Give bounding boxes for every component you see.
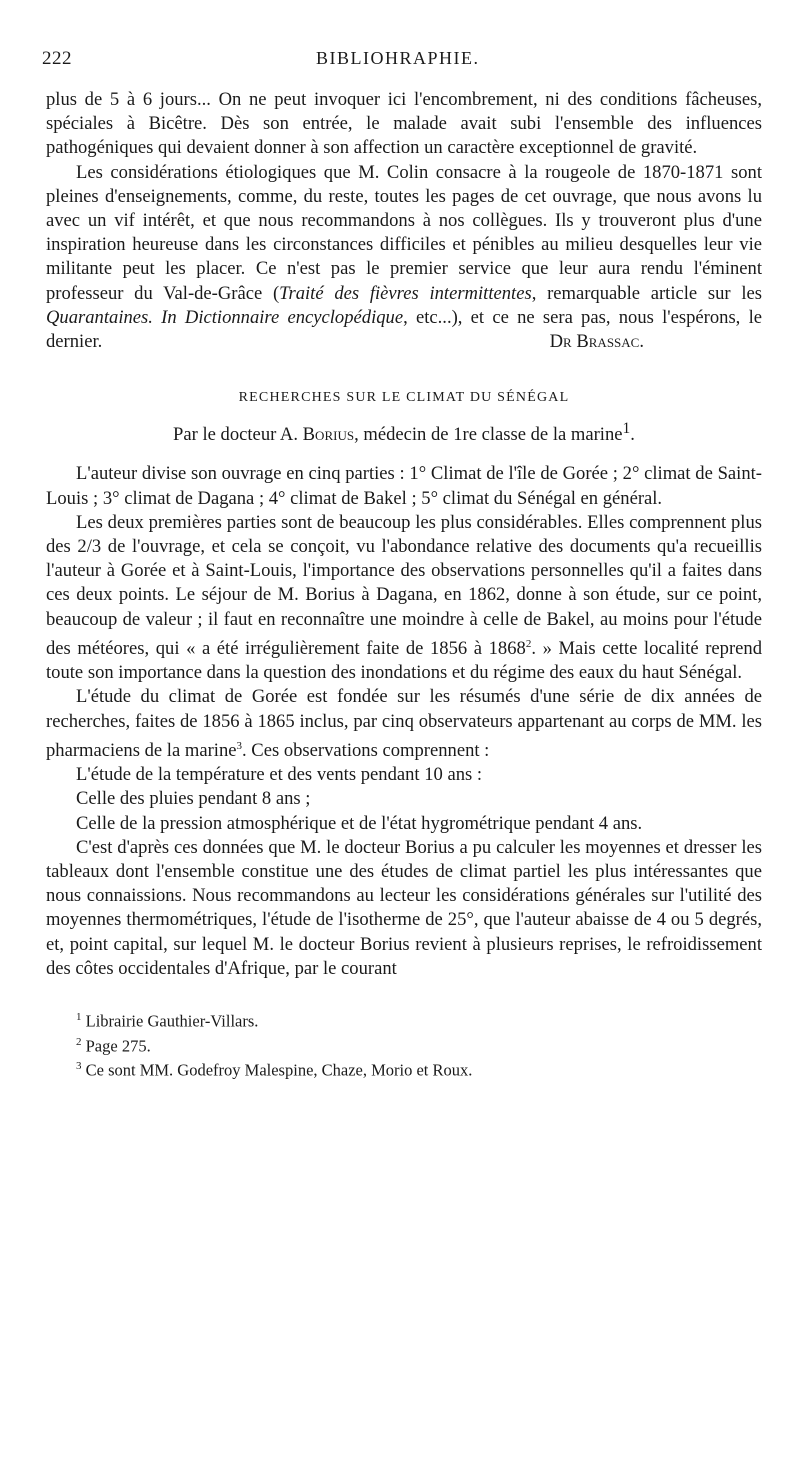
footnote-ref: 2 [525,637,532,650]
byline [46,420,762,446]
footnote [76,1007,762,1032]
paragraph: L'auteur divise son ouvrage en cinq parties : 1° Climat de l'île de Gorée ; 2° climat de Saint-Louis ; 3° climat de Dagana ; 4° climat de Bakel ; 5° climat du Sénégal en général. [46,463,762,509]
book-page [42,48,762,1081]
footnote-text: Librairie Gauthier-Villars. [85,1011,259,1031]
text-run: . » Mais cette localité reprend toute son importance dans la question des inondations et du régime des eaux du haut Sénégal. [46,638,762,684]
text-run: . Ces observations comprennent : [242,740,490,762]
paragraph: C'est d'après ces données que M. le docteur Borius a pu calculer les moyennes et dresser les tableaux dont l'ensemble constitue une des études de climat partiel les plus intéressantes que nous connaissions. Nous recommandons au lecteur les considérations générales sur l'utilité des moyennes thermométriques, l'étude de l'isotherme de 25°, que l'auteur abaisse de 4 ou 5 degrés, et, point capital, sur lequel M. le docteur Borius revient à plusieurs reprises, le refroidissement des côtes occidentales d'Afrique, par le courant [46,836,762,979]
footnote-text: Page 275. [85,1036,151,1056]
running-header [42,48,762,72]
signature: Dr Brassac. [549,331,644,353]
footnote [76,1056,762,1081]
footnote [76,1032,762,1057]
footnote-text: Ce sont MM. Godefroy Malespine, Chaze, Morio et Roux. [85,1060,473,1080]
paragraph [46,161,762,355]
text-run: , médecin de 1re classe de la marine [354,424,623,446]
text-run: , etc...), et ce ne sera pas, nous l'espérons, le dernier. [46,306,762,353]
footnote-mark: 1 [76,1011,82,1024]
paragraph: L'étude de la température et des vents pendant 10 ans : [76,764,483,786]
running-title: BIBLIOHRAPHIE. [316,48,480,68]
footnote-ref: 3 [236,739,242,752]
paragraph [46,511,762,686]
footnote-ref: 1 [622,420,631,438]
text-run: Les deux premières parties sont de beaucoup les plus considérables. Elles comprennent plus des 2/3 de l'ouvrage, et cela se conçoit, vu l'abondance relative des documents qu'a recueillis l'auteur à Gorée et à Saint-Louis, l'importance des observations personnelles qu'il a faites dans ces deux points. Le séjour de M. Borius à Dagana, en 1862, donne à son étude, sur ce point, beaucoup de valeur ; il faut en reconnaître une moindre à celle de Bakel, au moins pour l'étude des météores, qui « a été irrégulièrement faite de 1856 à 1868 [46,511,762,660]
section-title: RECHERCHES SUR LE CLIMAT DU SÉNÉGAL [238,390,570,406]
review-brassac [46,88,762,354]
text-run: , remarquable article sur les [531,282,762,304]
author-name: Borius [302,424,355,446]
footnote-mark: 3 [76,1060,82,1073]
paragraph: plus de 5 à 6 jours... On ne peut invoquer ici l'encombrement, ni des conditions fâcheuses, spéciales à Bicêtre. Dès son entrée, le malade avait subi l'ensemble des influences pathogéniques qui devaient donner à son affection un caractère exceptionnel de gravité. [46,89,762,159]
page-number: 222 [42,48,72,69]
paragraph [46,685,762,763]
footnote-mark: 2 [76,1035,82,1048]
text-run: . [630,424,635,446]
footnotes [46,1007,762,1081]
italic-title: Traité des fièvres intermittentes [279,282,532,304]
review-borius [46,462,762,981]
paragraph: Celle des pluies pendant 8 ans ; [76,788,311,810]
text-run: L'étude du climat de Gorée est fondée sur les résumés d'une série de dix années de recherches, faites de 1856 à 1865 inclus, par cinq observateurs appartenant au corps de MM. les pharmaciens de la marine [46,686,762,762]
text-run: Par le docteur A. [173,424,303,446]
text-run: Les considérations étiologiques que M. Colin consacre à la rougeole de 1870-1871 sont pleines d'enseignements, comme, du reste, toutes les pages de cet ouvrage, que nous avons lu avec un vif intérêt, et que nous recommandons à nos collègues. Ils y trouveront plus d'une inspiration heureuse dans les circonstances difficiles et pénibles au milieu desquelles leur vie militante peut les placer. Ce n'est pas le premier service que leur aura rendu l'éminent professeur du Val-de-Grâce ( [46,161,762,304]
italic-title: Quarantaines. In Dictionnaire encyclopédique [46,306,404,328]
paragraph: Celle de la pression atmosphérique et de l'état hygrométrique pendant 4 ans. [76,812,643,834]
